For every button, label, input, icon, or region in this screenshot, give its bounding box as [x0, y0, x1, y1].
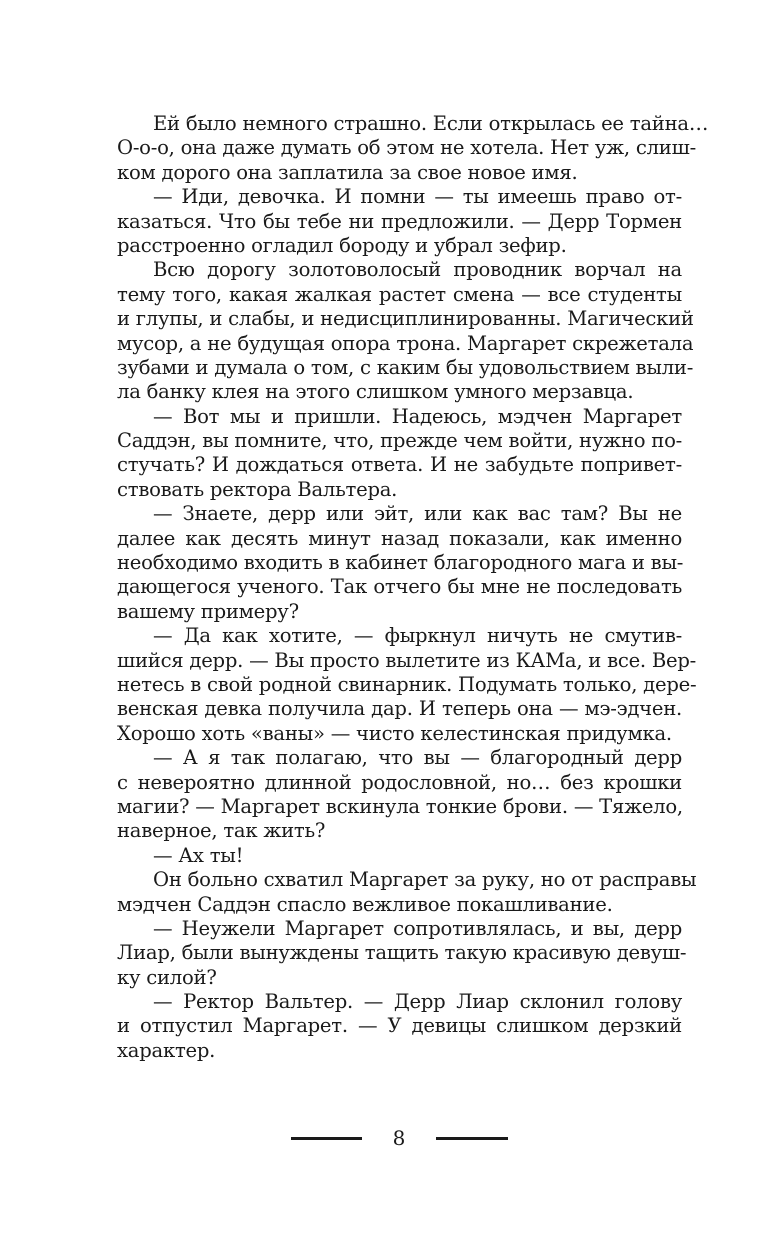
text-line: необходимо входить в кабинет благородного мага и вы-	[117, 551, 684, 575]
text-line: — Вот мы и пришли. Надеюсь, мэдчен Маргарет	[153, 404, 682, 428]
text-line: Всю дорогу золотоволосый проводник ворчал на	[153, 258, 682, 282]
text-line: Хорошо хоть «ваны» — чисто келестинская придумка.	[117, 721, 672, 745]
footer-rule-left	[291, 1137, 362, 1140]
text-line: — Знаете, дерр или эйт, или как вас там? Вы не	[153, 502, 682, 526]
text-line: О-о-о, она даже думать об этом не хотела. Нет уж, слиш-	[117, 136, 696, 160]
text-line: характер.	[117, 1038, 216, 1062]
text-line: шийся дерр. — Вы просто вылетите из КАМа, и все. Вер-	[117, 648, 697, 672]
text-line: — Неужели Маргарет сопротивлялась, и вы, дерр	[153, 916, 682, 940]
footer-rule-right	[436, 1137, 508, 1140]
text-line: тему того, какая жалкая растет смена — все студенты	[117, 282, 682, 306]
text-line: Ей было немного страшно. Если открылась ее тайна…	[153, 112, 709, 135]
text-line: дающегося ученого. Так отчего бы мне не последовать	[117, 575, 682, 599]
text-line: казаться. Что бы тебе ни предложили. — Дерр Тормен	[117, 209, 682, 233]
text-line: — Иди, девочка. И помни — ты имеешь право от-	[153, 185, 682, 209]
text-line: мэдчен Саддэн спасло вежливое покашливание.	[117, 892, 613, 916]
text-line: и глупы, и слабы, и недисциплинированны. Магический	[117, 307, 694, 331]
text-line: — Ректор Вальтер. — Дерр Лиар склонил голову	[153, 990, 682, 1014]
text-line: нетесь в свой родной свинарник. Подумать только, дере-	[117, 672, 697, 696]
text-line: расстроенно огладил бороду и убрал зефир.	[117, 233, 567, 257]
text-line: наверное, так жить?	[117, 819, 326, 843]
text-line: и отпустил Маргарет. — У девицы слишком дерзкий	[117, 1014, 682, 1038]
page-number: 8	[392, 1126, 406, 1150]
text-line: венская девка получила дар. И теперь она — мэ-эдчен.	[117, 697, 682, 721]
text-line: стучать? И дождаться ответа. И не забудьте попривет-	[117, 453, 682, 477]
text-line: ком дорого она заплатила за свое новое имя.	[117, 160, 578, 184]
text-line: ла банку клея на этого слишком умного мерзавца.	[117, 380, 634, 404]
text-line: — А я так полагаю, что вы — благородный дерр	[153, 746, 682, 770]
text-line: Саддэн, вы помните, что, прежде чем войти, нужно по-	[117, 429, 682, 453]
text-line: магии? — Маргарет вскинула тонкие брови. — Тяжело,	[117, 794, 683, 818]
text-line: мусор, а не будущая опора трона. Маргарет скрежетала	[117, 331, 694, 355]
text-line: Он больно схватил Маргарет за руку, но от расправы	[153, 868, 697, 892]
text-line: с невероятно длинной родословной, но… без крошки	[117, 770, 682, 794]
text-line: ку силой?	[117, 965, 217, 989]
text-line: далее как десять минут назад показали, как именно	[117, 526, 682, 550]
body-text	[117, 112, 709, 1063]
text-line: — Да как хотите, — фыркнул ничуть не смутив-	[153, 624, 682, 648]
text-line: — Ах ты!	[153, 843, 244, 867]
text-line: зубами и думала о том, с каким бы удовольствием выли-	[117, 355, 694, 379]
text-line: ствовать ректора Вальтера.	[117, 477, 398, 501]
page-footer	[0, 1126, 768, 1150]
text-line: Лиар, были вынуждены тащить такую красивую девуш-	[117, 941, 687, 965]
text-line: вашему примеру?	[117, 599, 299, 623]
